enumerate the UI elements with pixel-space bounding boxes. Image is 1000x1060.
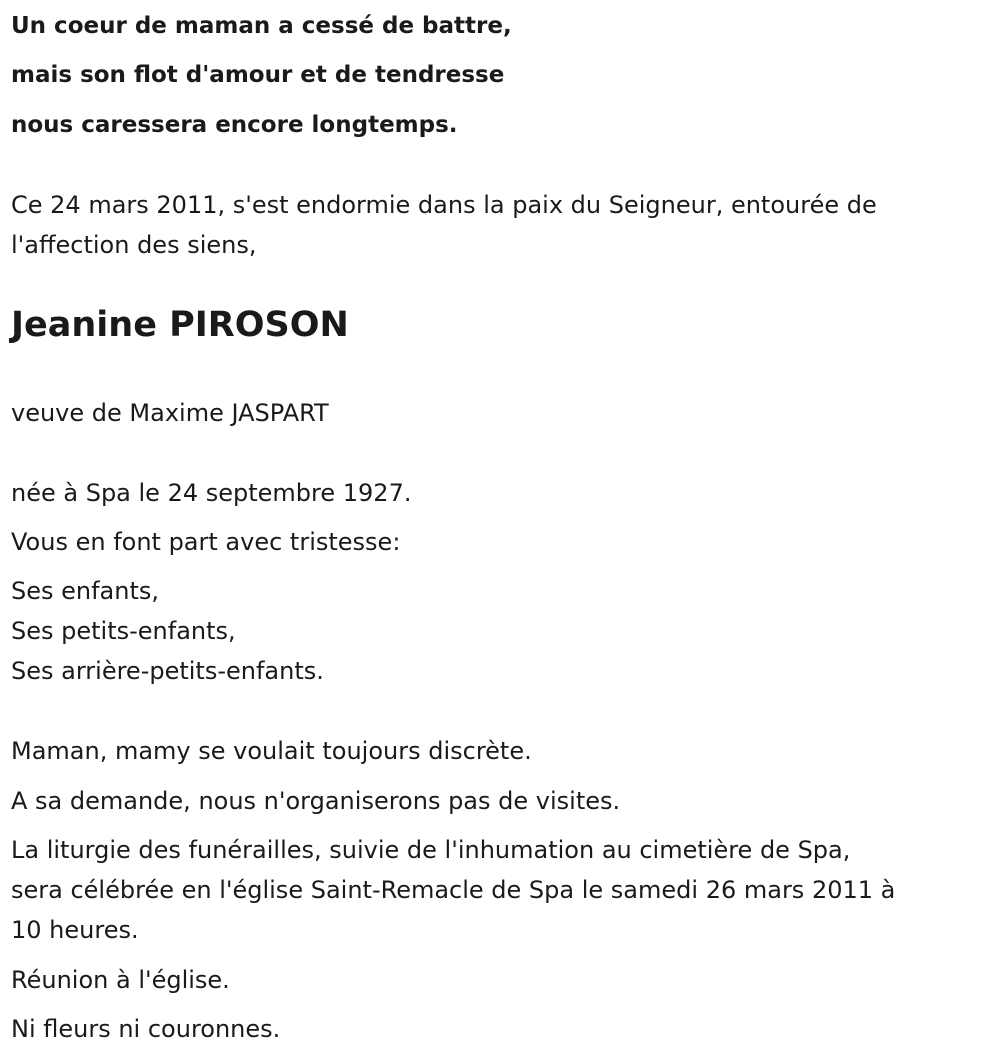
liturgy-line-1: La liturgie des funérailles, suivie de l'inhumation au cimetière de Spa, xyxy=(11,836,851,864)
family-children: Ses enfants, xyxy=(11,577,160,605)
liturgy-line-3: 10 heures. xyxy=(11,916,139,944)
no-visits-text: A sa demande, nous n'organiserons pas de visites. xyxy=(11,787,621,815)
family-grandchildren: Ses petits-enfants, xyxy=(11,617,236,645)
family-great-grandchildren: Ses arrière-petits-enfants. xyxy=(11,657,324,685)
meeting-text: Réunion à l'église. xyxy=(11,966,230,994)
poem-line-3: nous caressera encore longtemps. xyxy=(11,112,458,138)
poem-line-2: mais son flot d'amour et de tendresse xyxy=(11,62,505,88)
discretion-text: Maman, mamy se voulait toujours discrète. xyxy=(11,737,532,765)
intro-line-1: Ce 24 mars 2011, s'est endormie dans la paix du Seigneur, entourée de xyxy=(11,191,877,219)
deceased-name: Jeanine PIROSON xyxy=(11,305,349,345)
liturgy-line-2: sera célébrée en l'église Saint-Remacle de Spa le samedi 26 mars 2011 à xyxy=(11,876,896,904)
widow-of: veuve de Maxime JASPART xyxy=(11,399,329,427)
poem-line-1: Un coeur de maman a cessé de battre, xyxy=(11,13,512,39)
birth-info: née à Spa le 24 septembre 1927. xyxy=(11,479,412,507)
announcement: Vous en font part avec tristesse: xyxy=(11,528,401,556)
no-flowers-text: Ni fleurs ni couronnes. xyxy=(11,1015,281,1043)
intro-line-2: l'affection des siens, xyxy=(11,231,257,259)
